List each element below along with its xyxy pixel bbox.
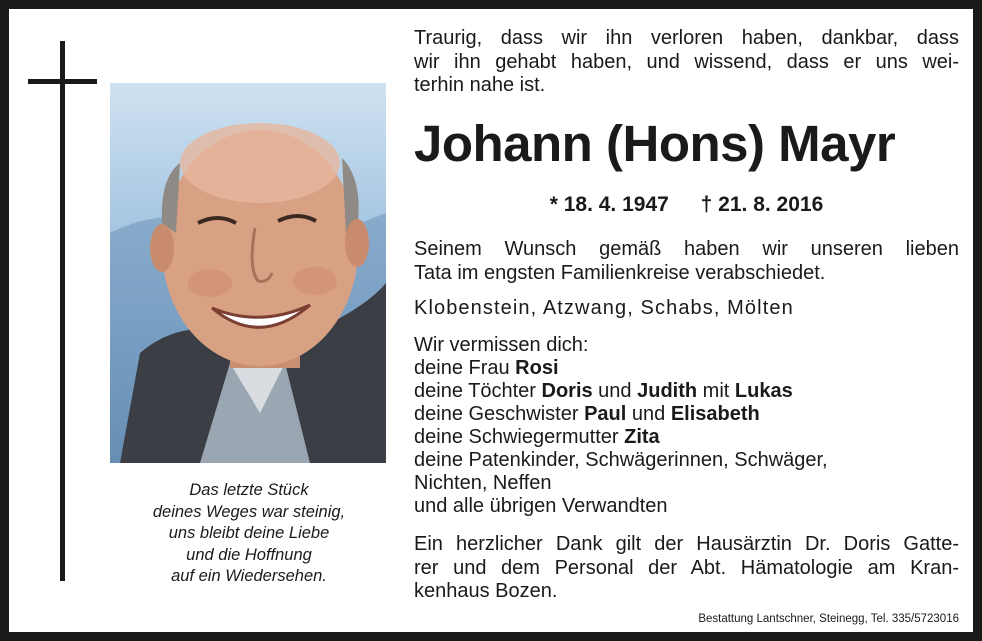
mourner-godchildren: deine Patenkinder, Schwägerinnen, Schwäger, xyxy=(414,449,828,471)
mourner-mother-in-law: deine Schwiegermutter Zita xyxy=(414,426,660,448)
mourner-nieces: Nichten, Neffen xyxy=(414,472,552,494)
farewell-line: Seinem Wunsch gemäß haben wir unseren lieben xyxy=(414,238,959,260)
mourner-relatives: und alle übrigen Verwandten xyxy=(414,495,668,517)
places: Klobenstein, Atzwang, Schabs, Mölten xyxy=(414,297,794,319)
farewell-text xyxy=(414,238,959,285)
portrait-photo xyxy=(110,83,386,463)
mourners-list xyxy=(414,334,959,518)
opening-quote xyxy=(414,27,959,98)
death-date: † 21. 8. 2016 xyxy=(700,193,824,216)
thanks-line: rer und dem Personal der Abt. Hämatologie am Kran- xyxy=(414,556,959,579)
mourner-daughters: deine Töchter Doris und Judith mit Lukas xyxy=(414,380,793,402)
memorial-poem xyxy=(109,480,389,588)
quote-line: terhin nahe ist. xyxy=(414,74,546,96)
cross-icon-bar xyxy=(28,79,97,84)
life-dates xyxy=(414,193,959,217)
mourner-wife: deine Frau Rosi xyxy=(414,357,559,379)
birth-date: * 18. 4. 1947 xyxy=(549,193,669,216)
thanks-line: Ein herzlicher Dank gilt der Hausärztin Dr. Doris Gatte- xyxy=(414,533,959,555)
poem-line: und die Hoffnung xyxy=(186,545,312,564)
thanks-line: kenhaus Bozen. xyxy=(414,580,558,602)
farewell-line: Tata im engsten Familienkreise verabschiedet. xyxy=(414,261,826,284)
poem-line: deines Weges war steinig, xyxy=(152,502,346,521)
portrait-illustration xyxy=(110,83,386,463)
poem-line: uns bleibt deine Liebe xyxy=(168,524,330,542)
mourner-siblings: deine Geschwister Paul und Elisabeth xyxy=(414,403,760,425)
poem-line: Das letzte Stück xyxy=(189,481,309,499)
quote-line: Traurig, dass wir ihn verloren haben, dankbar, dass xyxy=(414,27,959,49)
mourners-intro: Wir vermissen dich: xyxy=(414,334,589,356)
quote-line: wir ihn gehabt haben, und wissend, dass er uns wei- xyxy=(414,50,959,73)
deceased-name: Johann (Hons) Mayr xyxy=(414,115,896,172)
cross-icon xyxy=(60,41,65,581)
poem-line: auf ein Wiedersehen. xyxy=(171,567,327,585)
undertaker-info: Bestattung Lantschner, Steinegg, Tel. 335/5723016 xyxy=(698,613,959,625)
thanks-text xyxy=(414,533,959,604)
